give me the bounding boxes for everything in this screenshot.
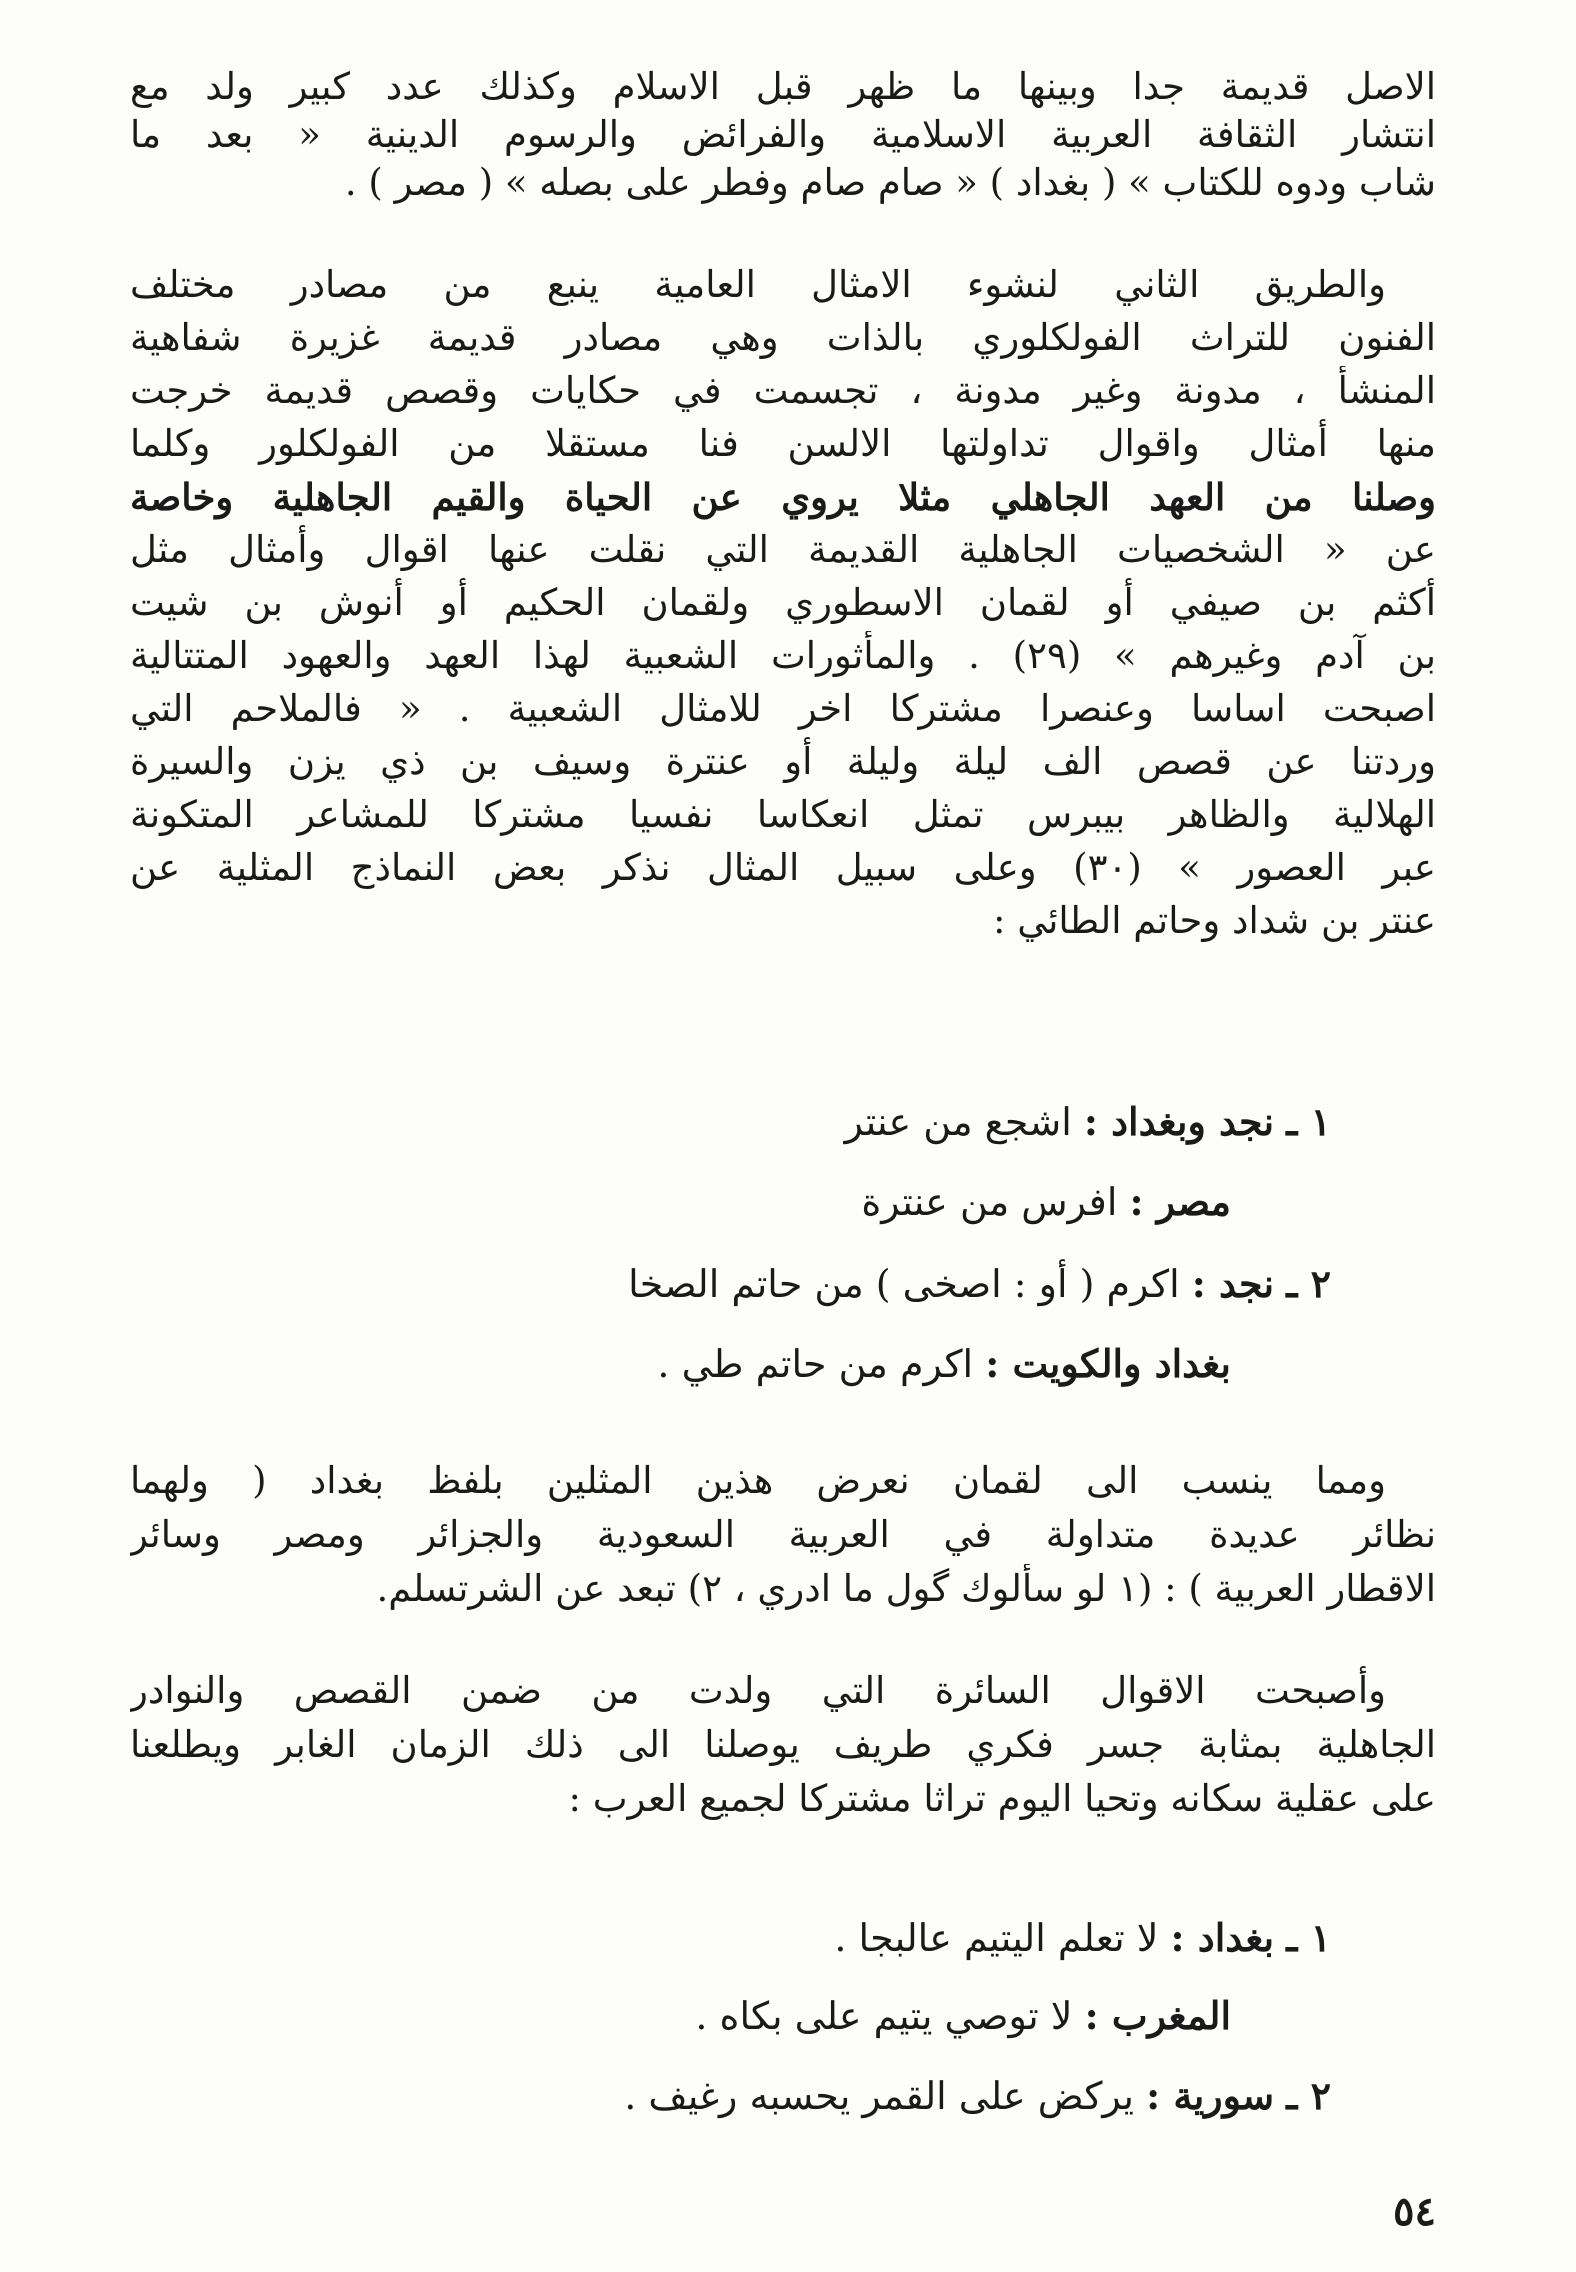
text-line: بن آدم وغيرهم » (٢٩) . والمأثورات الشعبية لهذا العهد والعهود المتتالية — [130, 634, 1436, 677]
text-line: والطريق الثاني لنشوء الامثال العامية ينبع من مصادر مختلف — [130, 263, 1386, 306]
text-line: اصبحت اساسا وعنصرا مشتركا اخر للامثال الشعبية . « فالملاحم التي — [130, 687, 1436, 730]
text-line: عبر العصور » (٣٠) وعلى سبيل المثال نذكر بعض النماذج المثلية عن — [130, 846, 1436, 889]
text-line: منها أمثال واقوال تداولتها الالسن فنا مستقلا من الفولكلور وكلما — [130, 422, 1436, 465]
text-line: الاصل قديمة جدا وبينها ما ظهر قبل الاسلام وكذلك عدد كبير ولد مع — [130, 65, 1436, 108]
example-region: نجد وبغداد : — [1083, 1099, 1275, 1144]
example-number: ٢ ـ — [1286, 2073, 1331, 2118]
page-number: ٥٤ — [1393, 2188, 1436, 2235]
text-line: على عقلية سكانه وتحيا اليوم تراثا مشتركا لجميع العرب : — [568, 1777, 1436, 1820]
example-text: لا تعلم اليتيم عالبجا . — [834, 1916, 1159, 1960]
text-line: نظائر عديدة متداولة في العربية السعودية والجزائر ومصر وسائر — [130, 1513, 1436, 1556]
example-item — [695, 1990, 1231, 2042]
text-line: الجاهلية بمثابة جسر فكري طريف يوصلنا الى ذلك الزمان الغابر ويطلعنا — [130, 1723, 1436, 1766]
example-text: لا توصي يتيم على بكاه . — [695, 1994, 1073, 2038]
example-number: ١ ـ — [1286, 1099, 1331, 1144]
example-text: يركض على القمر يحسبه رغيف . — [624, 2074, 1134, 2118]
text-line: الفنون للتراث الفولكلوري بالذات وهي مصادر قديمة غزيرة شفاهية — [130, 316, 1436, 359]
example-number: ٢ ـ — [1286, 1261, 1331, 1306]
text-line: انتشار الثقافة العربية الاسلامية والفرائض والرسوم الدينية « بعد ما — [130, 113, 1436, 156]
example-item — [834, 1912, 1331, 1964]
example-item — [624, 2070, 1331, 2122]
example-item — [628, 1258, 1331, 1310]
text-line: وأصبحت الاقوال السائرة التي ولدت من ضمن القصص والنوادر — [130, 1669, 1386, 1712]
example-region: المغرب : — [1084, 1993, 1231, 2038]
example-item — [845, 1096, 1331, 1148]
example-item — [657, 1338, 1231, 1390]
example-region: سورية : — [1146, 2073, 1275, 2118]
example-region: نجد : — [1191, 1261, 1275, 1306]
example-region: بغداد والكويت : — [985, 1341, 1231, 1386]
example-text: اكرم من حاتم طي . — [657, 1342, 974, 1386]
example-region: مصر : — [1129, 1179, 1231, 1224]
example-region: بغداد : — [1170, 1915, 1275, 1960]
example-number: ١ ـ — [1286, 1915, 1331, 1960]
text-line: ومما ينسب الى لقمان نعرض هذين المثلين بلفظ بغداد ( ولهما — [130, 1459, 1386, 1502]
text-line: وصلنا من العهد الجاهلي مثلا يروي عن الحياة والقيم الجاهلية وخاصة — [130, 475, 1436, 519]
example-text: اشجع من عنتر — [844, 1100, 1072, 1144]
text-line: أكثم بن صيفي أو لقمان الاسطوري ولقمان الحكيم أو أنوش بن شيت — [130, 581, 1436, 624]
text-line: المنشأ ، مدونة وغير مدونة ، تجسمت في حكايات وقصص قديمة خرجت — [130, 369, 1436, 412]
text-line: عن « الشخصيات الجاهلية القديمة التي نقلت عنها اقوال وأمثال مثل — [130, 528, 1436, 571]
text-line: الهلالية والظاهر بيبرس تمثل انعكاسا نفسيا مشتركا للمشاعر المتكونة — [130, 793, 1436, 836]
text-line: شاب ودوه للكتاب » ( بغداد ) « صام صام وفطر على بصله » ( مصر ) . — [344, 161, 1436, 204]
example-text: افرس من عنترة — [861, 1180, 1118, 1224]
text-line: الاقطار العربية ) : (١ لو سألوك گول ما ادري ، ٢) تبعد عن الشرتسلم. — [376, 1567, 1436, 1610]
example-item — [861, 1176, 1231, 1228]
example-text: اكرم ( أو : اصخى ) من حاتم الصخا — [628, 1262, 1180, 1306]
text-line: وردتنا عن قصص الف ليلة وليلة أو عنترة وسيف بن ذي يزن والسيرة — [130, 740, 1436, 783]
text-line: عنتر بن شداد وحاتم الطائي : — [993, 899, 1436, 942]
